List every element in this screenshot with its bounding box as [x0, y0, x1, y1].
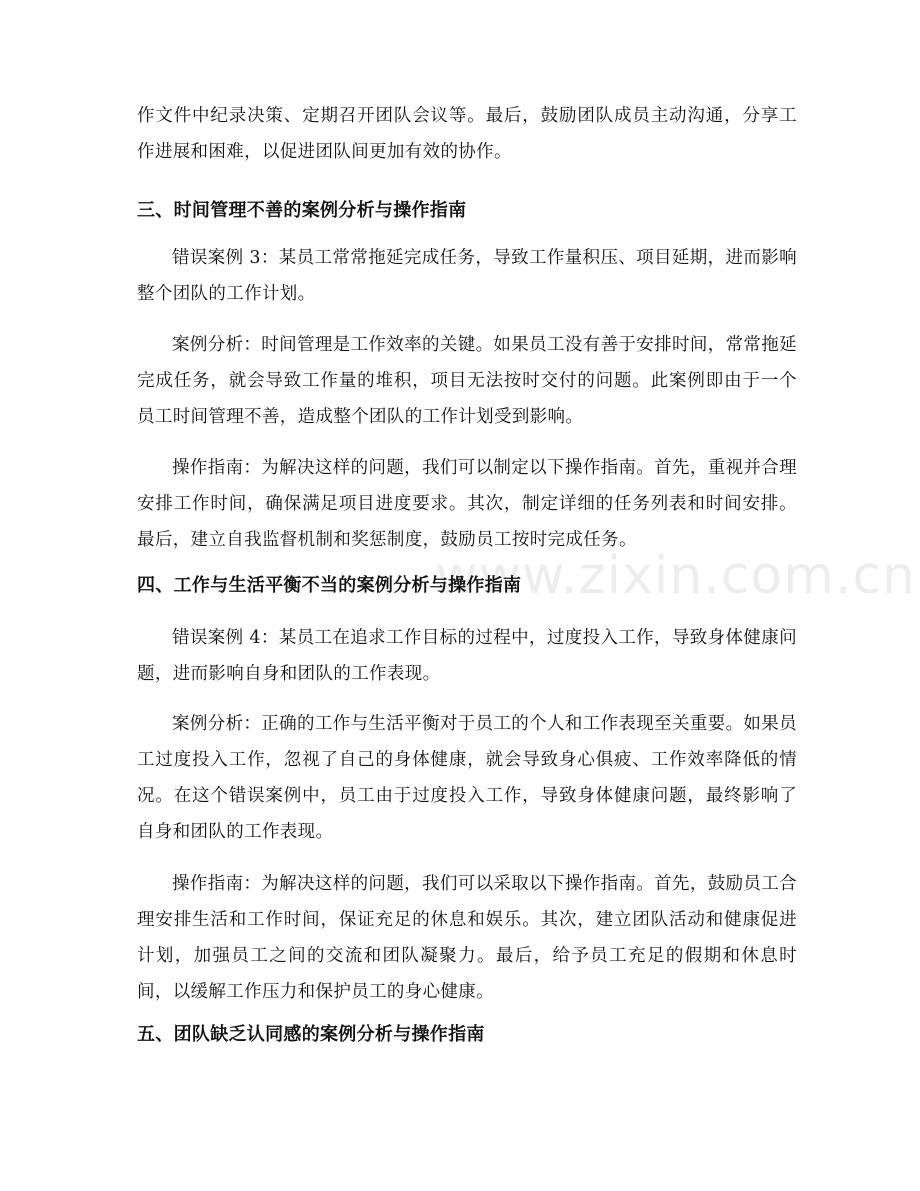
section-4-guide: 操作指南：为解决这样的问题，我们可以采取以下操作指南。首先，鼓励员工合理安排生活和工作时间，保证充足的休息和娱乐。其次，建立团队活动和健康促进计划，加强员工之间的交流和团队凝聚力。最后，给予员工充足的假期和休息时间，以缓解工作压力和保护员工的身心健康。 — [137, 874, 797, 1002]
section-5-heading: 五、团队缺乏认同感的案例分析与操作指南 — [137, 1024, 485, 1045]
section-4-analysis: 案例分析：正确的工作与生活平衡对于员工的个人和工作表现至关重要。如果员工过度投入工作，忽视了自己的身体健康，就会导致身心俱疲、工作效率降低的情况。在这个错误案例中，员工由于过度投入工作，导致身体健康问题，最终影响了自身和团队的工作表现。 — [137, 714, 797, 842]
section-3-analysis: 案例分析：时间管理是工作效率的关键。如果员工没有善于安排时间，常常拖延完成任务，就会导致工作量的堆积，项目无法按时交付的问题。此案例即由于一个员工时间管理不善，造成整个团队的工作计划受到影响。 — [137, 335, 797, 427]
section-3-guide: 操作指南：为解决这样的问题，我们可以制定以下操作指南。首先，重视并合理安排工作时间，确保满足项目进度要求。其次，制定详细的任务列表和时间安排。最后，建立自我监督机制和奖惩制度，鼓励员工按时完成任务。 — [137, 458, 797, 550]
section-4-heading: 四、工作与生活平衡不当的案例分析与操作指南 — [137, 575, 522, 596]
section-3-case: 错误案例 3：某员工常常拖延完成任务，导致工作量积压、项目延期，进而影响整个团队的工作计划。 — [137, 248, 797, 304]
site-watermark: www.zixin.com.cn — [435, 546, 916, 606]
intro-tail-paragraph: 作文件中纪录决策、定期召开团队会议等。最后，鼓励团队成员主动沟通，分享工作进展和困难，以促进团队间更加有效的协作。 — [137, 106, 797, 162]
section-4-case: 错误案例 4：某员工在追求工作目标的过程中，过度投入工作，导致身体健康问题，进而影响自身和团队的工作表现。 — [137, 628, 797, 684]
section-3-heading: 三、时间管理不善的案例分析与操作指南 — [137, 200, 467, 221]
